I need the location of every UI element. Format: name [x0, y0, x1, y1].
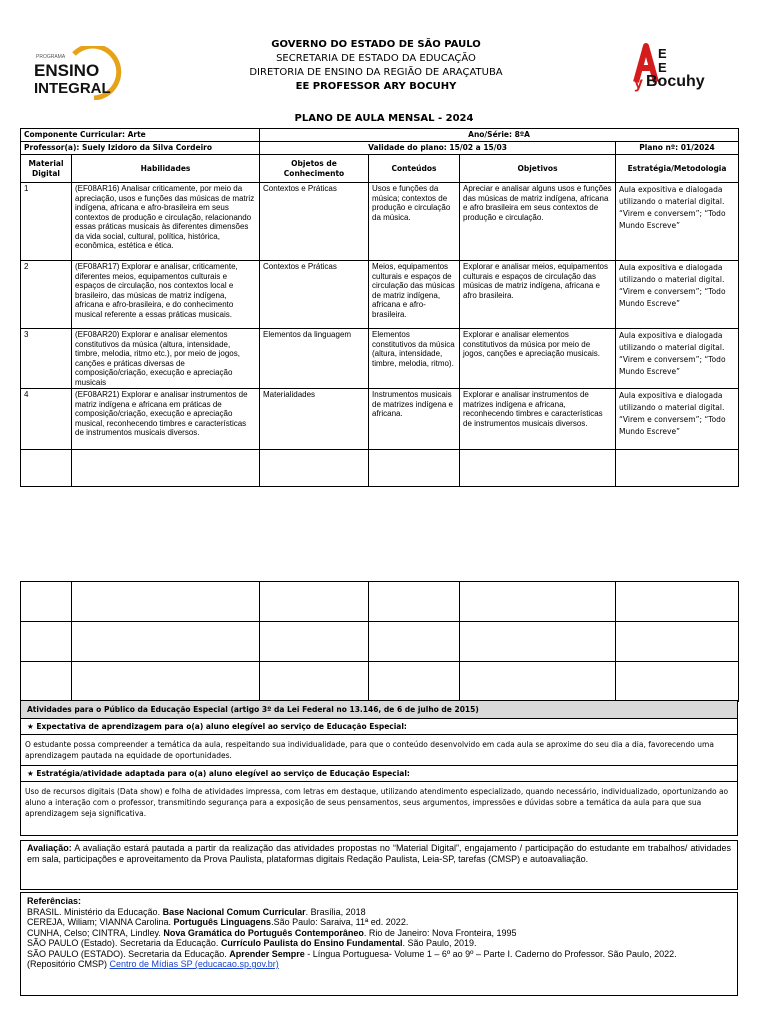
svg-text:ENSINO: ENSINO [34, 61, 100, 80]
avaliacao-text: A avaliação estará pautada a partir da realização das atividades propostas no “Material Digital”, engajamento / participação do estudante em trabalhos/ atividades em sala, participações e aproveitamento da Prova Paulista, plataformas digitais Redação Paulista, Leia-SP, tarefas (CMSP) e autoavaliação. [27, 843, 731, 864]
cell-objetos: Elementos da linguagem [260, 329, 369, 389]
svg-text:PROGRAMA: PROGRAMA [36, 54, 66, 60]
expectativa-text: O estudante possa compreender a temática da aula, respeitando sua individualidade, para que o conteúdo desenvolvido em cada aula se aproxime do seu dia a dia, favorecendo uma aprendizagem pautada na equidade de oportunidades. [25, 740, 714, 760]
cell-habilidades: (EF08AR17) Explorar e analisar, criticamente, diferentes meios, equipamentos culturais e espaços de circulação, nos contextos local e brasileiro, das músicas de matriz indígena, africana e afro-brasileira, e do conhecimento musical referente a essas práticas musicais. [72, 261, 260, 329]
col-header-estrategia: Estratégia/Metodologia [616, 155, 739, 183]
reference-item: CUNHA, Celso; CINTRA, Lindley. Nova Gramática do Português Contemporâneo. Rio de Janeiro: Nova Fronteira, 1995 [27, 927, 517, 938]
table-row [21, 261, 739, 329]
plan-title: PLANO DE AULA MENSAL - 2024 [294, 113, 474, 124]
svg-text:Bocuhy: Bocuhy [646, 73, 705, 90]
table-row [21, 329, 739, 389]
plan-validity: Validade do plano: 15/02 a 15/03 [260, 142, 616, 155]
componente-curricular: Componente Curricular: Arte [21, 129, 260, 142]
avaliacao-box [20, 840, 738, 890]
cell-conteudos: Instrumentos musicais de matrizes indígena e africana. [369, 389, 460, 450]
svg-text:E: E [658, 46, 667, 61]
avaliacao-label: Avaliação: [27, 843, 72, 853]
header-gov: GOVERNO DO ESTADO DE SÃO PAULO [271, 39, 481, 50]
cell-estrategia: Aula expositiva e dialogada utilizando o material digital. “Virem e conversem”; “Todo Mundo Escreve” [616, 329, 739, 389]
cmsp-link[interactable]: Centro de Mídias SP (educacao.sp.gov.br) [109, 959, 279, 969]
ano-serie: Ano/Série: 8ºA [260, 129, 739, 142]
estrategia-adaptada-label: ★ Estratégia/atividade adaptada para o(a) aluno elegível ao serviço de Educação Especial: [21, 765, 737, 782]
header-school: EE PROFESSOR ARY BOCUHY [295, 81, 457, 92]
school-header [200, 38, 552, 94]
header-secretaria: SECRETARIA DE ESTADO DA EDUCAÇÃO [276, 53, 476, 64]
cell-conteudos: Meios, equipamentos culturais e espaços de circulação das músicas de matriz indígena, africana e afro-brasileira. [369, 261, 460, 329]
lesson-plan-table [20, 128, 739, 487]
estrategia-adaptada-text: Uso de recursos digitais (Data show) e folha de atividades impressa, com letras em destaque, utilizando atendimento especializado, quando necessário, individualizado, oportunizando ao aluno a interação com o professor, transmitindo segurança para a exposição de seus pensamentos, seus argumentos, impressões e dúvidas sobre a temática da aula para que sua aprendizagem seja significativa. [25, 787, 729, 818]
reference-item: CEREJA, Wiliam; VIANNA Carolina. Português Linguagens.São Paulo: Saraiva, 11ª ed. 2022. [27, 917, 409, 927]
cell-estrategia: Aula expositiva e dialogada utilizando o material digital. “Virem e conversem”; “Todo Mundo Escreve” [616, 389, 739, 450]
svg-text:y: y [634, 75, 643, 92]
header-diretoria: DIRETORIA DE ENSINO DA REGIÃO DE ARAÇATUBA [249, 67, 503, 78]
cell-objetivos: Explorar e analisar instrumentos de matrizes indígena e africana, reconhecendo timbres e características de instrumentos musicais diversos. [460, 389, 616, 450]
cell-material: 1 [21, 183, 72, 261]
cell-material: 2 [21, 261, 72, 329]
col-header-material: Material Digital [21, 155, 72, 183]
cell-habilidades: (EF08AR21) Explorar e analisar instrumentos de matriz indígena e africana em práticas de composição/criação, execução e apreciação musical, reconhecendo timbres e características de instrumentos musicais diversos. [72, 389, 260, 450]
cell-material: 4 [21, 389, 72, 450]
cell-habilidades: (EF08AR16) Analisar criticamente, por meio da apreciação, usos e funções das músicas de matriz indígena, africana e afro-brasileira em seus contextos de produção e circulação, relacionando essas práticas musicais às diferentes dimensões da vida social, cultural, política, histórica, econômica, estética e ética. [72, 183, 260, 261]
ary-bocuhy-logo [632, 40, 732, 96]
col-header-objetos: Objetos de Conhecimento [260, 155, 369, 183]
col-header-conteudos: Conteúdos [369, 155, 460, 183]
svg-text:INTEGRAL: INTEGRAL [34, 80, 111, 97]
cell-estrategia: Aula expositiva e dialogada utilizando o material digital. “Virem e conversem”; “Todo Mundo Escreve” [616, 183, 739, 261]
reference-item: SÃO PAULO (ESTADO). Secretaria da Educação. Aprender Sempre - Língua Portuguesa- Volume 1 – 6º ao 9º – Parte I. Caderno do Professor. São Paulo, 2022. [27, 948, 677, 959]
cell-estrategia: Aula expositiva e dialogada utilizando o material digital. “Virem e conversem”; “Todo Mundo Escreve” [616, 261, 739, 329]
table-row-empty [21, 582, 739, 622]
cell-objetos: Contextos e Práticas [260, 183, 369, 261]
cell-objetivos: Explorar e analisar elementos constitutivos da música por meio de jogos, canções e apreciação musicais. [460, 329, 616, 389]
cell-objetivos: Explorar e analisar meios, equipamentos culturais e espaços de circulação das músicas de matriz indígena, africana e afro brasileira. [460, 261, 616, 329]
table-row-empty [21, 662, 739, 702]
table-row-empty [21, 450, 739, 487]
table-row [21, 183, 739, 261]
table-row-empty [21, 622, 739, 662]
special-education-title: Atividades para o Público da Educação Especial (artigo 3º da Lei Federal no 13.146, de 6 de julho de 2015) [21, 701, 737, 719]
blank-grid-table [20, 581, 739, 702]
expectativa-label: ★ Expectativa de aprendizagem para o(a) aluno elegível ao serviço de Educação Especial: [21, 719, 737, 735]
cell-objetos: Materialidades [260, 389, 369, 450]
cell-objetivos: Apreciar e analisar alguns usos e funções das músicas de matriz indígena, africana e afro brasileira em seus contextos de produção e circulação. [460, 183, 616, 261]
svg-text:E: E [658, 60, 667, 75]
col-header-habilidades: Habilidades [72, 155, 260, 183]
referencias-label: Referências: [27, 896, 82, 906]
cell-material: 3 [21, 329, 72, 389]
cell-habilidades: (EF08AR20) Explorar e analisar elementos constitutivos da música (altura, intensidade, timbre, melodia, ritmo etc.), por meio de jogos, canções e práticas diversas de composição/criação, execução e apreciação musicais [72, 329, 260, 389]
reference-item: BRASIL. Ministério da Educação. Base Nacional Comum Curricular. Brasília, 2018 [27, 906, 366, 917]
reference-item: SÃO PAULO (Estado). Secretaria da Educação. Currículo Paulista do Ensino Fundamental. São Paulo, 2019. [27, 938, 477, 948]
professor-name: Professor(a): Suely Izidoro da Silva Cordeiro [21, 142, 260, 155]
table-row [21, 389, 739, 450]
special-education-section [20, 700, 738, 836]
plan-number: Plano nº: 01/2024 [616, 142, 739, 155]
cell-conteudos: Elementos constitutivos da música (altura, intensidade, timbre, melodia, ritmo). [369, 329, 460, 389]
ensino-integral-logo [34, 46, 124, 100]
col-header-objetivos: Objetivos [460, 155, 616, 183]
cell-conteudos: Usos e funções da música; contextos de produção e circulação da música. [369, 183, 460, 261]
reference-item: (Repositório CMSP) Centro de Mídias SP (educacao.sp.gov.br) [27, 959, 279, 969]
cell-objetos: Contextos e Práticas [260, 261, 369, 329]
referencias-box [20, 892, 738, 996]
